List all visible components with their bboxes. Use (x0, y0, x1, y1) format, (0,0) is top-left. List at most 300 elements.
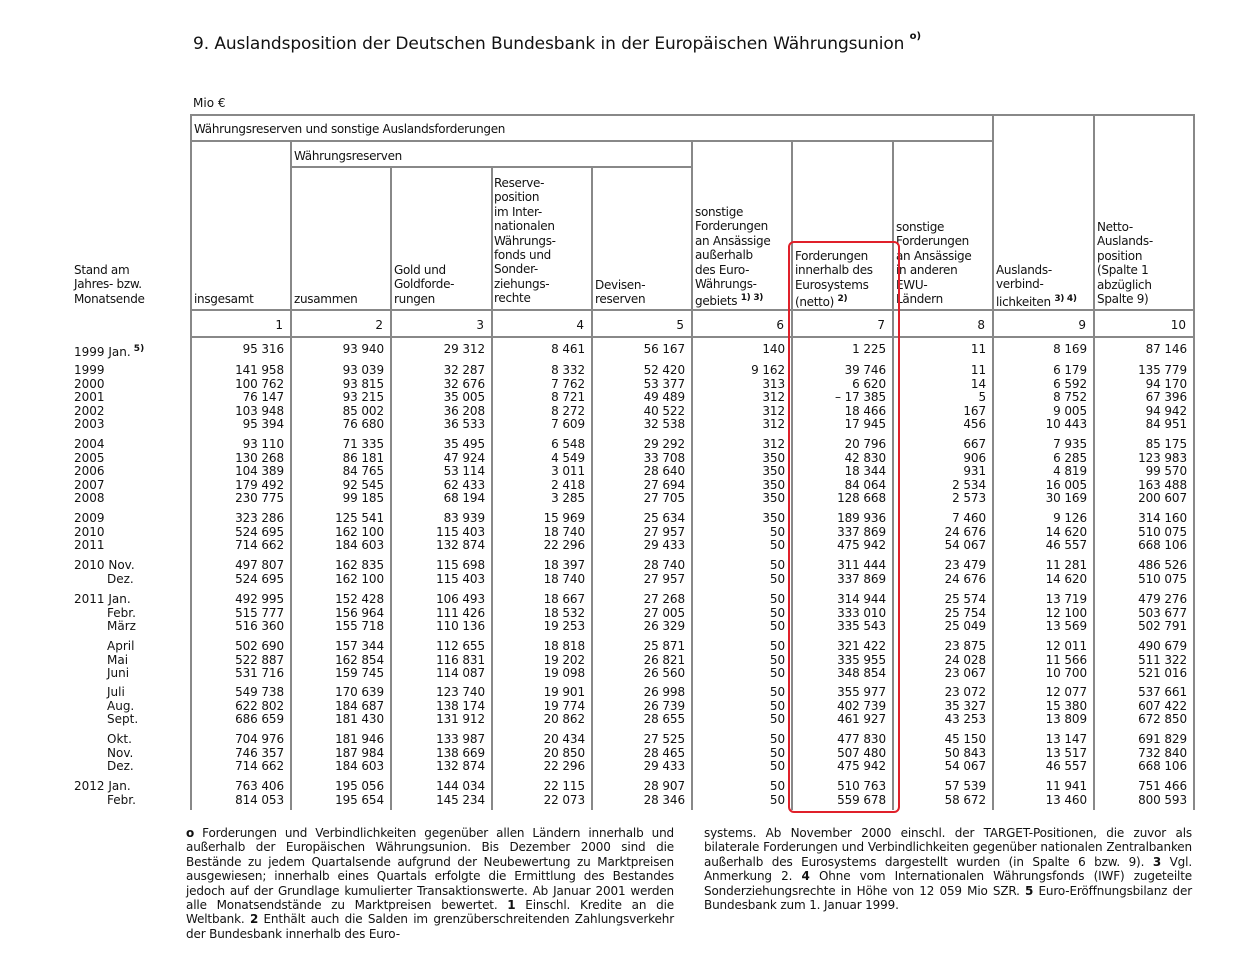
table-cell: 181 946 (335, 732, 384, 746)
table-cell: 29 433 (643, 538, 685, 552)
table-cell: 337 869 (837, 524, 886, 539)
table-cell: 123 983 (1138, 450, 1187, 465)
table-cell: 12 077 (1045, 685, 1087, 699)
table-cell: 114 087 (436, 666, 485, 680)
row-label: Okt. (107, 732, 132, 746)
table-cell: 50 (769, 685, 785, 699)
table-cell: 503 677 (1138, 605, 1187, 620)
row-label: Mai (107, 652, 129, 667)
row-label: 2010 Nov. (74, 558, 135, 572)
table-cell: 27 705 (643, 491, 685, 505)
table-cell: 50 (769, 605, 785, 620)
table-cell: 32 538 (643, 417, 685, 431)
table-cell: 19 901 (543, 685, 585, 699)
row-label: 2008 (74, 491, 105, 505)
table-cell: 15 380 (1045, 698, 1087, 713)
column-number: 7 (877, 318, 885, 332)
table-cell: 56 167 (643, 342, 685, 356)
table-cell: 19 774 (543, 698, 585, 713)
row-label: 2007 (74, 477, 105, 492)
table-cell: 25 574 (944, 592, 986, 606)
row-label: 2001 (74, 390, 105, 404)
table-cell: 27 525 (643, 732, 685, 746)
table-cell: 13 147 (1045, 732, 1087, 746)
column-number: 2 (375, 318, 383, 332)
table-cell: 86 181 (342, 450, 384, 465)
table-cell: 50 (769, 652, 785, 667)
header-c8: sonstige Forderungen an Ansässige in anderen EWU- Ländern (896, 220, 972, 307)
table-cell: 20 862 (543, 712, 585, 726)
table-cell: 27 694 (643, 477, 685, 492)
table-cell: 672 850 (1138, 712, 1187, 726)
table-cell: 99 185 (342, 491, 384, 505)
table-cell: 30 169 (1045, 491, 1087, 505)
rule-group (190, 140, 992, 142)
table-cell: 155 718 (335, 619, 384, 633)
table-cell: 11 941 (1045, 779, 1087, 793)
table-cell: 184 603 (335, 538, 384, 552)
table-cell: 50 (769, 558, 785, 572)
table-cell: 475 942 (837, 759, 886, 773)
table-cell: 144 034 (436, 779, 485, 793)
table-cell: 22 115 (543, 779, 585, 793)
table-cell: 29 292 (643, 437, 685, 451)
table-cell: 83 939 (443, 511, 485, 525)
table-cell: 27 957 (643, 524, 685, 539)
table-cell: 8 721 (551, 390, 585, 404)
table-cell: 477 830 (837, 732, 886, 746)
table-cell: 18 667 (543, 592, 585, 606)
table-cell: 22 296 (543, 538, 585, 552)
table-cell: 27 268 (643, 592, 685, 606)
table-cell: 521 016 (1138, 666, 1187, 680)
footnote-right: systems. Ab November 2000 einschl. der TARGET-Positionen, die zuvor als bilaterale Forderungen und Verbindlichkeiten gegenüber nationalen Zentralbanken außerhalb des Eurosystems dargestellt wurden (in Spalte 6 bzw. 9). 3 Vgl. Anmerkung 2. 4 Ohne vom Internationalen Währungsfonds (IWF) zugeteilte Sonderziehungsrechte in Höhe von 12 059 Mio SZR. 5 Euro-Eröffnungsbilanz der Bundesbank zum 1. Januar 1999. (704, 826, 1193, 913)
table-cell: 132 874 (436, 538, 485, 552)
table-cell: 559 678 (837, 792, 886, 807)
header-c5: Devisen- reserven (595, 278, 646, 307)
table-cell: 92 545 (342, 477, 384, 492)
table-cell: 50 (769, 619, 785, 633)
row-label: 2006 (74, 464, 105, 478)
table-cell: 24 028 (944, 652, 986, 667)
table-cell: 54 067 (944, 759, 986, 773)
table-cell: 931 (963, 464, 986, 478)
table-cell: 27 005 (643, 605, 685, 620)
table-cell: 170 639 (335, 685, 384, 699)
table-cell: 763 406 (235, 779, 284, 793)
table-cell: 138 669 (436, 745, 485, 760)
table-cell: 486 526 (1138, 558, 1187, 572)
table-cell: 2 418 (551, 477, 585, 492)
header-stub: Stand am Jahres- bzw. Monatsende (74, 263, 145, 306)
row-label: Sept. (107, 712, 139, 726)
table-cell: 140 (762, 342, 785, 356)
table-cell: 29 433 (643, 759, 685, 773)
header-c2: zusammen (294, 292, 358, 306)
table-cell: 49 489 (643, 390, 685, 404)
table-cell: 130 268 (235, 450, 284, 465)
header-c1: insgesamt (194, 292, 254, 306)
table-cell: 167 (963, 403, 986, 418)
table-cell: 511 322 (1138, 652, 1187, 667)
table-cell: 62 433 (443, 477, 485, 492)
table-cell: 135 779 (1138, 363, 1187, 377)
table-cell: 510 075 (1138, 524, 1187, 539)
row-label: 2012 Jan. (74, 779, 131, 793)
table-cell: 19 202 (543, 652, 585, 667)
table-cell: 350 (762, 477, 785, 492)
table-cell: 800 593 (1138, 792, 1187, 807)
table-cell: 2 573 (952, 491, 986, 505)
table-cell: 132 874 (436, 759, 485, 773)
table-cell: 141 958 (235, 363, 284, 377)
table-cell: 50 (769, 592, 785, 606)
table-cell: 76 680 (342, 417, 384, 431)
table-cell: 2 534 (952, 477, 986, 492)
table-cell: 47 924 (443, 450, 485, 465)
table-cell: 906 (963, 450, 986, 465)
table-cell: 312 (762, 390, 785, 404)
table-cell: 106 493 (436, 592, 485, 606)
table-cell: 10 700 (1045, 666, 1087, 680)
table-cell: 311 444 (837, 558, 886, 572)
table-cell: 18 740 (543, 571, 585, 586)
table-cell: 714 662 (235, 759, 284, 773)
table-cell: 6 285 (1053, 450, 1087, 465)
header-group-top: Währungsreserven und sonstige Auslandsforderungen (194, 122, 506, 136)
table-cell: 25 634 (643, 511, 685, 525)
table-cell: 84 765 (342, 464, 384, 478)
table-cell: 128 668 (837, 491, 886, 505)
row-label: 2009 (74, 511, 105, 525)
table-cell: 11 (970, 363, 986, 377)
table-cell: 8 752 (1053, 390, 1087, 404)
footnote-left: o Forderungen und Verbindlichkeiten gegenüber allen Ländern innerhalb und außerhalb der Europäischen Währungsunion. Bis Dezember 2000 sind die Bestände zu jedem Quartalsende aufgrund der Neubewertung zu Marktpreisen ausgewiesen; innerhalb eines Quartals erfolgte die Ermittlung des Bestandes jedoch auf der Grundlage kumulierter Transaktionswerte. Ab Januar 2001 werden alle Monatsendstände zu Marktpreisen bewertet. 1 Einschl. Kredite an die Weltbank. 2 Enthält auch die Salden im grenzüberschreitenden Zahlungsverkehr der Bundesbank innerhalb des Euro- (186, 826, 674, 941)
table-cell: 84 951 (1145, 417, 1187, 431)
row-label: März (107, 619, 136, 633)
table-cell: 94 170 (1145, 376, 1187, 391)
table-cell: 100 762 (235, 376, 284, 391)
table-cell: 746 357 (235, 745, 284, 760)
table-cell: 159 745 (335, 666, 384, 680)
table-cell: – 17 385 (834, 390, 886, 404)
table-cell: 95 394 (242, 417, 284, 431)
row-label: Juni (107, 666, 130, 680)
table-cell: 157 344 (335, 639, 384, 653)
table-cell: 8 272 (551, 403, 585, 418)
unit-label: Mio € (193, 96, 226, 110)
table-cell: 507 480 (837, 745, 886, 760)
table-cell: 57 539 (944, 779, 986, 793)
header-c9: Auslands- verbind- lichkeiten $^{3) 4)}$ (996, 263, 1077, 309)
table-cell: 179 492 (235, 477, 284, 492)
table-cell: 312 (762, 437, 785, 451)
table-cell: 200 607 (1138, 491, 1187, 505)
table-cell: 35 005 (443, 390, 485, 404)
header-c10: Netto- Auslands- position (Spalte 1 abzüglich Spalte 9) (1097, 220, 1153, 307)
table-cell: 6 179 (1053, 363, 1087, 377)
table-cell: 162 100 (335, 571, 384, 586)
table-cell: 13 517 (1045, 745, 1087, 760)
table-cell: 50 (769, 745, 785, 760)
table-cell: 492 995 (235, 592, 284, 606)
table-cell: 510 075 (1138, 571, 1187, 586)
table-cell: 9 005 (1053, 403, 1087, 418)
table-cell: 111 426 (436, 605, 485, 620)
table-title: 9. Auslandsposition der Deutschen Bundesbank in der Europäischen Währungsunion $^{o)}$ (193, 31, 921, 54)
table-cell: 479 276 (1138, 592, 1187, 606)
table-cell: 12 100 (1045, 605, 1087, 620)
table-cell: 22 296 (543, 759, 585, 773)
table-cell: 14 620 (1045, 524, 1087, 539)
table-cell: 33 708 (643, 450, 685, 465)
table-cell: 93 940 (342, 342, 384, 356)
table-cell: 184 687 (335, 698, 384, 713)
table-cell: 313 (762, 376, 785, 391)
table-cell: 23 479 (944, 558, 986, 572)
table-cell: 53 377 (643, 376, 685, 391)
table-cell: 85 175 (1145, 437, 1187, 451)
table-cell: 11 281 (1045, 558, 1087, 572)
table-cell: 45 150 (944, 732, 986, 746)
header-c4: Reserve- position im Inter- nationalen Währungs- fonds und Sonder- ziehungs- rechte (494, 176, 556, 306)
table-cell: 312 (762, 403, 785, 418)
table-cell: 16 005 (1045, 477, 1087, 492)
table-cell: 26 560 (643, 666, 685, 680)
table-cell: 622 802 (235, 698, 284, 713)
table-cell: 8 169 (1053, 342, 1087, 356)
rule-top (190, 114, 1194, 116)
table-cell: 115 698 (436, 558, 485, 572)
table-cell: 18 344 (844, 464, 886, 478)
table-cell: 667 (963, 437, 986, 451)
row-label: 2002 (74, 403, 105, 418)
row-label: Juli (107, 685, 125, 699)
table-cell: 152 428 (335, 592, 384, 606)
table-cell: 4 549 (551, 450, 585, 465)
table-cell: 18 818 (543, 639, 585, 653)
table-cell: 35 327 (944, 698, 986, 713)
table-cell: 355 977 (837, 685, 886, 699)
table-cell: 8 461 (551, 342, 585, 356)
row-label: 2003 (74, 417, 105, 431)
table-cell: 524 695 (235, 524, 284, 539)
header-c6: sonstige Forderungen an Ansässige außerhalb des Euro- Währungs- gebiets $^{1) 3)}$ (695, 205, 771, 309)
table-cell: 14 620 (1045, 571, 1087, 586)
header-c7: Forderungen innerhalb des Eurosystems (netto) $^{2)}$ (795, 249, 873, 310)
row-label: 2000 (74, 376, 105, 391)
table-cell: 50 (769, 779, 785, 793)
table-cell: 46 557 (1045, 538, 1087, 552)
table-cell: 87 146 (1145, 342, 1187, 356)
row-label: Dez. (107, 759, 134, 773)
rule-col-10 (1193, 114, 1195, 810)
table-cell: 25 871 (643, 639, 685, 653)
table-cell: 125 541 (335, 511, 384, 525)
row-label: 2004 (74, 437, 105, 451)
table-cell: 11 (970, 342, 986, 356)
table-cell: 71 335 (342, 437, 384, 451)
table-cell: 549 738 (235, 685, 284, 699)
table-cell: 131 912 (436, 712, 485, 726)
table-cell: 22 073 (543, 792, 585, 807)
table-cell: 93 215 (342, 390, 384, 404)
table-cell: 23 875 (944, 639, 986, 653)
table-cell: 704 976 (235, 732, 284, 746)
table-cell: 14 (970, 376, 986, 391)
table-cell: 32 676 (443, 376, 485, 391)
table-cell: 115 403 (436, 524, 485, 539)
table-cell: 145 234 (436, 792, 485, 807)
table-cell: 5 (978, 390, 986, 404)
row-label: Febr. (107, 792, 136, 807)
table-cell: 3 285 (551, 491, 585, 505)
table-cell: 515 777 (235, 605, 284, 620)
table-cell: 461 927 (837, 712, 886, 726)
table-cell: 116 831 (436, 652, 485, 667)
table-cell: 13 460 (1045, 792, 1087, 807)
table-cell: 195 056 (335, 779, 384, 793)
table-cell: 333 010 (837, 605, 886, 620)
table-cell: 11 566 (1045, 652, 1087, 667)
table-cell: 4 819 (1053, 464, 1087, 478)
row-label: 1999 Jan. $^{5)}$ (74, 344, 145, 359)
table-cell: 510 763 (837, 779, 886, 793)
table-cell: 497 807 (235, 558, 284, 572)
table-cell: 524 695 (235, 571, 284, 586)
table-cell: 28 655 (643, 712, 685, 726)
row-label: 2005 (74, 450, 105, 465)
table-cell: 29 312 (443, 342, 485, 356)
table-cell: 8 332 (551, 363, 585, 377)
column-number: 4 (576, 318, 584, 332)
table-cell: 348 854 (837, 666, 886, 680)
table-cell: 25 049 (944, 619, 986, 633)
table-cell: 50 (769, 571, 785, 586)
table-cell: 6 548 (551, 437, 585, 451)
table-cell: 686 659 (235, 712, 284, 726)
table-cell: 25 754 (944, 605, 986, 620)
column-number: 8 (977, 318, 985, 332)
table-cell: 163 488 (1138, 477, 1187, 492)
table-cell: 181 430 (335, 712, 384, 726)
table-cell: 50 (769, 792, 785, 807)
table-cell: 50 (769, 732, 785, 746)
table-cell: 40 522 (643, 403, 685, 418)
table-cell: 52 420 (643, 363, 685, 377)
table-cell: 85 002 (342, 403, 384, 418)
table-cell: 27 957 (643, 571, 685, 586)
highlight-box (788, 241, 900, 813)
table-cell: 95 316 (242, 342, 284, 356)
table-cell: 123 740 (436, 685, 485, 699)
table-cell: 7 762 (551, 376, 585, 391)
table-cell: 195 654 (335, 792, 384, 807)
table-cell: 43 253 (944, 712, 986, 726)
table-cell: 28 907 (643, 779, 685, 793)
table-cell: 350 (762, 464, 785, 478)
table-cell: 103 948 (235, 403, 284, 418)
table-cell: 24 676 (944, 571, 986, 586)
table-cell: 402 739 (837, 698, 886, 713)
row-label: 2011 (74, 538, 105, 552)
table-cell: 112 655 (436, 639, 485, 653)
table-cell: 26 821 (643, 652, 685, 667)
table-cell: 814 053 (235, 792, 284, 807)
table-cell: 93 039 (342, 363, 384, 377)
table-cell: 94 942 (1145, 403, 1187, 418)
table-cell: 714 662 (235, 538, 284, 552)
column-number: 1 (275, 318, 283, 332)
table-cell: 335 955 (837, 652, 886, 667)
table-cell: 1 225 (852, 342, 886, 356)
table-cell: 187 984 (335, 745, 384, 760)
table-cell: 537 661 (1138, 685, 1187, 699)
row-label: 2011 Jan. (74, 592, 131, 606)
table-cell: 3 011 (551, 464, 585, 478)
header-c3: Gold und Goldforde- rungen (394, 263, 455, 306)
table-cell: 350 (762, 491, 785, 505)
table-cell: 50 (769, 639, 785, 653)
table-cell: 24 676 (944, 524, 986, 539)
column-number: 10 (1170, 318, 1186, 332)
table-cell: 15 969 (543, 511, 585, 525)
row-label: Dez. (107, 571, 134, 586)
table-cell: 26 739 (643, 698, 685, 713)
table-cell: 104 389 (235, 464, 284, 478)
table-cell: 691 829 (1138, 732, 1187, 746)
column-number: 9 (1078, 318, 1086, 332)
table-cell: 93 110 (242, 437, 284, 451)
row-label: Aug. (107, 698, 135, 713)
column-number: 3 (476, 318, 484, 332)
table-cell: 20 434 (543, 732, 585, 746)
table-cell: 18 397 (543, 558, 585, 572)
table-cell: 50 (769, 524, 785, 539)
table-cell: 13 719 (1045, 592, 1087, 606)
table-cell: 50 (769, 666, 785, 680)
table-cell: 99 570 (1145, 464, 1187, 478)
table-cell: 607 422 (1138, 698, 1187, 713)
table-cell: 230 775 (235, 491, 284, 505)
table-cell: 50 (769, 538, 785, 552)
table-cell: 35 495 (443, 437, 485, 451)
table-cell: 162 100 (335, 524, 384, 539)
table-cell: 156 964 (335, 605, 384, 620)
column-number: 5 (676, 318, 684, 332)
table-cell: 9 162 (751, 363, 785, 377)
table-cell: 39 746 (844, 363, 886, 377)
row-label: Nov. (107, 745, 134, 760)
table-cell: 23 072 (944, 685, 986, 699)
table-cell: 335 543 (837, 619, 886, 633)
row-label: April (107, 639, 135, 653)
table-cell: 732 840 (1138, 745, 1187, 760)
table-cell: 19 253 (543, 619, 585, 633)
table-cell: 46 557 (1045, 759, 1087, 773)
table-cell: 28 465 (643, 745, 685, 760)
table-cell: 20 796 (844, 437, 886, 451)
table-cell: 162 835 (335, 558, 384, 572)
table-cell: 26 998 (643, 685, 685, 699)
table-cell: 531 716 (235, 666, 284, 680)
table-cell: 76 147 (242, 390, 284, 404)
table-cell: 6 592 (1053, 376, 1087, 391)
table-cell: 321 422 (837, 639, 886, 653)
table-cell: 668 106 (1138, 759, 1187, 773)
table-cell: 18 532 (543, 605, 585, 620)
table-cell: 68 194 (443, 491, 485, 505)
